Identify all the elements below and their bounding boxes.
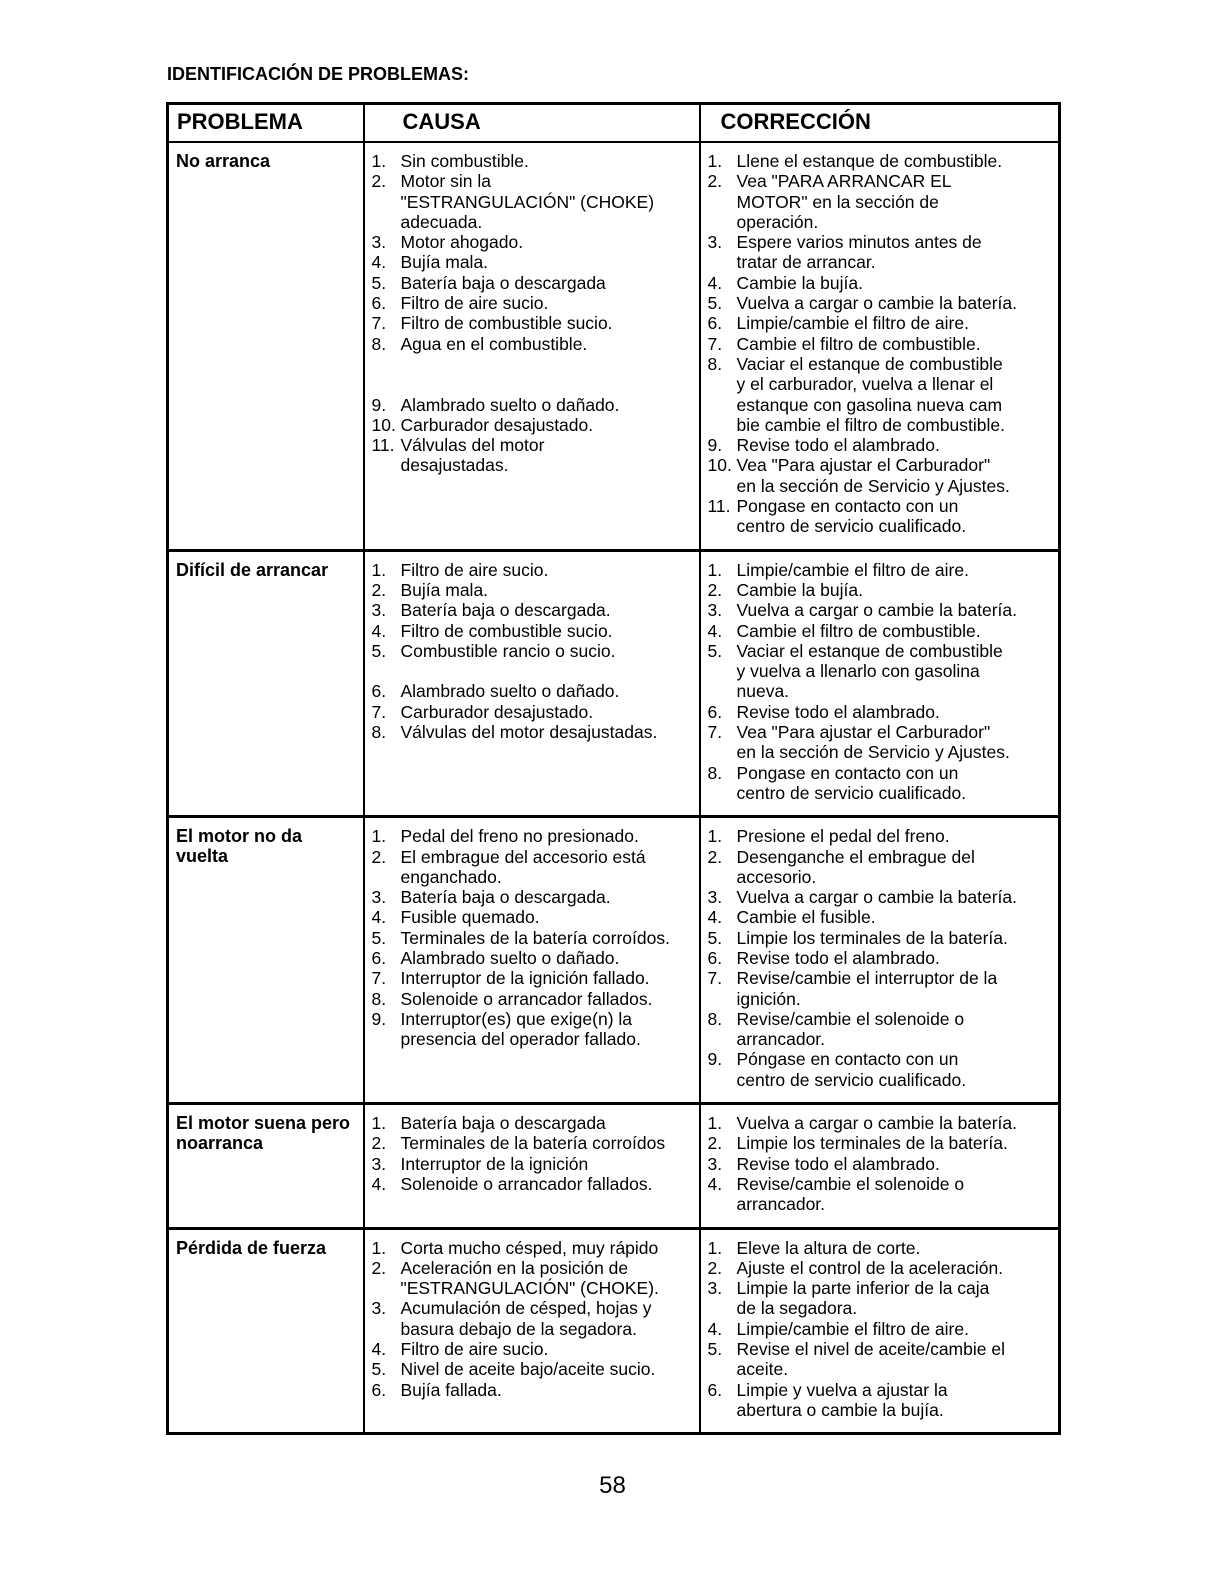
item-number: 4.: [707, 907, 723, 928]
list-item: [365, 313, 699, 333]
item-text: Llene el estanque de combustible.: [736, 151, 1003, 171]
item-text: Aceleración en la posición de "ESTRANGULACIÓN" (CHOKE).: [400, 1257, 659, 1299]
item-text: Limpie/cambie el filtro de aire.: [736, 1318, 969, 1339]
item-number: 8.: [371, 988, 387, 1009]
item-text: Bujía mala.: [400, 579, 489, 600]
cause-cell: [364, 142, 700, 550]
list-item: [701, 621, 1059, 641]
item-text: Vaciar el estanque de combustible y vuelva a llenarlo con gasolina nueva.: [736, 640, 1003, 702]
item-number: 8.: [371, 722, 387, 743]
list-item: [365, 702, 699, 722]
item-number: 1.: [371, 151, 387, 171]
troubleshooting-table: [166, 102, 1061, 1435]
cause-cell: [364, 817, 700, 1104]
item-number: 6.: [707, 947, 723, 968]
problem-cell: Difícil de arrancar: [168, 550, 364, 817]
cause-list: [365, 1230, 699, 1412]
item-number: 3.: [371, 232, 387, 253]
item-text: Terminales de la batería corroídos.: [400, 927, 670, 948]
item-text: Carburador desajustado.: [400, 414, 594, 435]
list-item: [701, 293, 1059, 313]
item-text: Desenganche el embrague del accesorio.: [736, 846, 975, 887]
list-item: [701, 600, 1059, 620]
list-item: [365, 395, 699, 415]
item-number: 5.: [707, 1339, 723, 1360]
cause-list: [365, 1105, 699, 1206]
list-item: [701, 907, 1059, 927]
item-number: 3.: [707, 1278, 723, 1299]
page-heading: IDENTIFICACIÓN DE PROBLEMAS:: [167, 64, 470, 84]
item-text: Pongase en contacto con un centro de servicio cualificado.: [736, 762, 967, 803]
correction-list: [701, 143, 1059, 549]
item-number: 8.: [707, 353, 723, 374]
item-number: 7.: [371, 701, 387, 722]
table-header-row: [168, 104, 1060, 143]
item-number: 4.: [707, 1318, 723, 1339]
table-row: [168, 817, 1060, 1104]
item-text: Válvulas del motor desajustadas.: [400, 435, 545, 476]
list-item: [365, 722, 699, 742]
item-text: Limpie/cambie el filtro de aire.: [736, 313, 969, 334]
item-text: Filtro de aire sucio.: [400, 559, 549, 580]
item-text: Nivel de aceite bajo/aceite sucio.: [400, 1359, 656, 1380]
list-item: [365, 1380, 699, 1400]
list-item: [365, 641, 699, 682]
item-number: 1.: [371, 826, 387, 847]
list-item: [701, 354, 1059, 435]
item-number: 4.: [371, 1339, 387, 1360]
item-number: 8.: [707, 762, 723, 783]
cause-cell: [364, 1228, 700, 1434]
list-item: [365, 600, 699, 620]
list-item: [701, 722, 1059, 763]
list-item: [701, 560, 1059, 580]
item-text: Filtro de aire sucio.: [400, 1339, 549, 1360]
item-number: 2.: [371, 846, 387, 867]
item-number: 1.: [707, 151, 723, 171]
item-text: Motor ahogado.: [400, 232, 524, 253]
table-row: [168, 142, 1060, 550]
list-item: [365, 273, 699, 293]
list-item: [701, 273, 1059, 293]
item-text: Vea "Para ajustar el Carburador" en la sección de Servicio y Ajustes.: [736, 455, 1010, 496]
item-text: Revise todo el alambrado.: [736, 1153, 940, 1174]
item-number: 5.: [371, 272, 387, 293]
list-item: [365, 968, 699, 988]
list-item: [365, 1133, 699, 1153]
list-item: [701, 1049, 1059, 1090]
list-item: [701, 763, 1059, 804]
page-number: 58: [599, 1472, 626, 1499]
correction-list: [701, 1230, 1059, 1433]
item-text: Alambrado suelto o dañado.: [400, 947, 620, 968]
item-number: 2.: [707, 1257, 723, 1278]
list-item: [365, 1359, 699, 1379]
item-number: 2.: [707, 171, 723, 192]
item-number: 11.: [707, 496, 731, 517]
table-row: [168, 1104, 1060, 1228]
list-item: [701, 847, 1059, 888]
item-number: 4.: [371, 1173, 387, 1194]
item-number: 4.: [371, 907, 387, 928]
list-item: [365, 415, 699, 435]
item-number: 1.: [707, 1113, 723, 1134]
list-item: [365, 1238, 699, 1258]
item-number: 9.: [707, 1049, 723, 1070]
item-text: Fusible quemado.: [400, 907, 540, 928]
item-text: Limpie la parte inferior de la caja de la segadora.: [736, 1278, 990, 1319]
item-text: Filtro de combustible sucio.: [400, 620, 613, 641]
item-text: Solenoide o arrancador fallados.: [400, 1173, 653, 1194]
item-number: 2.: [707, 579, 723, 600]
list-item: [365, 560, 699, 580]
item-number: 9.: [707, 435, 723, 456]
column-header-cause: CAUSA: [364, 104, 700, 143]
list-item: [701, 1380, 1059, 1421]
item-text: Limpie y vuelva a ajustar la abertura o cambie la bujía.: [736, 1379, 948, 1420]
item-text: Pedal del freno no presionado.: [400, 826, 639, 847]
item-text: Pongase en contacto con un centro de servicio cualificado.: [736, 496, 967, 537]
table-row: [168, 550, 1060, 817]
list-item: [701, 455, 1059, 496]
item-text: Vaciar el estanque de combustible y el carburador, vuelva a llenar el estanque con gasolina nueva cam bie cambie el filtro de combustible.: [736, 353, 1005, 435]
list-item: [701, 1009, 1059, 1050]
item-text: Cambie el fusible.: [736, 907, 876, 928]
item-text: El embrague del accesorio está enganchado.: [400, 846, 646, 887]
item-number: 6.: [707, 701, 723, 722]
item-number: 2.: [371, 1133, 387, 1154]
item-number: 7.: [371, 968, 387, 989]
cause-cell: [364, 550, 700, 817]
list-item: [365, 334, 699, 395]
item-text: Cambie el filtro de combustible.: [736, 333, 981, 354]
list-item: [701, 334, 1059, 354]
list-item: [365, 1258, 699, 1299]
item-number: 3.: [371, 600, 387, 621]
item-text: Vea "Para ajustar el Carburador" en la sección de Servicio y Ajustes.: [736, 722, 1010, 763]
list-item: [701, 496, 1059, 537]
list-item: [365, 887, 699, 907]
list-item: [701, 928, 1059, 948]
item-text: Revise/cambie el interruptor de la ignición.: [736, 968, 998, 1009]
list-item: [365, 826, 699, 846]
item-text: Corta mucho césped, muy rápido: [400, 1237, 659, 1258]
column-header-problem: PROBLEMA: [168, 104, 364, 143]
correction-list: [701, 1105, 1059, 1226]
item-number: 11.: [371, 435, 395, 456]
item-number: 1.: [707, 559, 723, 580]
item-text: Combustible rancio o sucio.: [400, 640, 616, 661]
item-number: 7.: [371, 313, 387, 334]
item-text: Bujía mala.: [400, 252, 489, 273]
item-text: Ajuste el control de la aceleración.: [736, 1257, 1004, 1278]
item-text: Revise todo el alambrado.: [736, 435, 940, 456]
list-item: [701, 1339, 1059, 1380]
item-number: 6.: [371, 947, 387, 968]
item-number: 3.: [707, 600, 723, 621]
item-text: Batería baja o descargada: [400, 272, 606, 293]
list-item: [365, 293, 699, 313]
list-item: [365, 580, 699, 600]
item-text: Vuelva a cargar o cambie la batería.: [736, 600, 1017, 621]
item-text: Vuelva a cargar o cambie la batería.: [736, 887, 1017, 908]
list-item: [701, 171, 1059, 232]
item-text: Agua en el combustible.: [400, 333, 588, 354]
item-text: Póngase en contacto con un centro de servicio cualificado.: [736, 1049, 967, 1090]
item-number: 3.: [371, 887, 387, 908]
item-text: Interruptor(es) que exige(n) la presencia del operador fallado.: [400, 1008, 641, 1050]
list-item: [365, 681, 699, 701]
item-text: Filtro de aire sucio.: [400, 293, 549, 314]
item-number: 6.: [371, 1379, 387, 1400]
list-item: [701, 1113, 1059, 1133]
problem-cell: Pérdida de fuerza: [168, 1228, 364, 1434]
correction-list: [701, 552, 1059, 816]
item-text: Revise el nivel de aceite/cambie el aceite.: [736, 1339, 1005, 1380]
item-number: 1.: [707, 826, 723, 847]
problem-cell: El motor no da vuelta: [168, 817, 364, 1104]
list-item: [701, 702, 1059, 722]
cause-list: [365, 552, 699, 755]
list-item: [701, 580, 1059, 600]
list-item: [701, 232, 1059, 273]
item-number: 6.: [371, 681, 387, 702]
correction-cell: [700, 1104, 1060, 1228]
item-text: Terminales de la batería corroídos: [400, 1133, 666, 1154]
item-number: 4.: [371, 252, 387, 273]
item-text: Bujía fallada.: [400, 1379, 502, 1400]
correction-cell: [700, 550, 1060, 817]
list-item: [365, 1113, 699, 1133]
item-text: Eleve la altura de corte.: [736, 1237, 921, 1258]
item-number: 1.: [371, 1113, 387, 1134]
list-item: [701, 1278, 1059, 1319]
problem-cell: No arranca: [168, 142, 364, 550]
list-item: [365, 847, 699, 888]
item-text: Vuelva a cargar o cambie la batería.: [736, 1113, 1017, 1134]
item-number: 5.: [707, 927, 723, 948]
item-text: Carburador desajustado.: [400, 701, 594, 722]
list-item: [701, 1133, 1059, 1153]
list-item: [365, 1174, 699, 1194]
item-text: Presione el pedal del freno.: [736, 826, 950, 847]
item-number: 2.: [371, 579, 387, 600]
item-number: 9.: [371, 1008, 387, 1029]
item-text: Limpie los terminales de la batería.: [736, 927, 1008, 948]
item-text: Interruptor de la ignición fallado.: [400, 968, 650, 989]
correction-cell: [700, 817, 1060, 1104]
item-number: 4.: [371, 620, 387, 641]
item-text: Limpie los terminales de la batería.: [736, 1133, 1008, 1154]
cause-list: [365, 818, 699, 1061]
item-text: Vea "PARA ARRANCAR EL MOTOR" en la sección de operación.: [736, 171, 952, 232]
item-number: 2.: [371, 1257, 387, 1278]
list-item: [701, 641, 1059, 702]
list-item: [701, 1238, 1059, 1258]
item-text: Cambie la bujía.: [736, 579, 863, 600]
item-text: Acumulación de césped, hojas y basura debajo de la segadora.: [400, 1298, 652, 1339]
list-item: [365, 1339, 699, 1359]
item-number: 8.: [371, 333, 387, 354]
list-item: [365, 252, 699, 272]
item-number: 2.: [707, 1133, 723, 1154]
item-number: 3.: [371, 1298, 387, 1319]
list-item: [365, 907, 699, 927]
item-number: 3.: [707, 887, 723, 908]
item-number: 6.: [707, 1379, 723, 1400]
item-text: Limpie/cambie el filtro de aire.: [736, 559, 969, 580]
list-item: [365, 621, 699, 641]
item-number: 5.: [707, 640, 723, 661]
item-number: 5.: [707, 293, 723, 314]
cause-list: [365, 143, 699, 488]
item-text: Motor sin la "ESTRANGULACIÓN" (CHOKE) adecuada.: [400, 171, 655, 232]
item-number: 6.: [371, 293, 387, 314]
item-text: Cambie la bujía.: [736, 272, 863, 293]
item-number: 6.: [707, 313, 723, 334]
item-text: Cambie el filtro de combustible.: [736, 620, 981, 641]
item-text: Revise/cambie el solenoide o arrancador.: [736, 1008, 965, 1050]
list-item: [701, 1258, 1059, 1278]
item-number: 2.: [371, 171, 387, 192]
list-item: [365, 435, 699, 476]
item-text: Revise todo el alambrado.: [736, 701, 940, 722]
item-text: Batería baja o descargada: [400, 1113, 606, 1134]
item-text: Alambrado suelto o dañado.: [400, 681, 620, 702]
item-text: Batería baja o descargada.: [400, 600, 611, 621]
item-number: 3.: [707, 232, 723, 253]
list-item: [365, 232, 699, 252]
list-item: [365, 1154, 699, 1174]
list-item: [365, 151, 699, 171]
list-item: [701, 1174, 1059, 1215]
item-number: 1.: [371, 1237, 387, 1258]
item-number: 7.: [707, 333, 723, 354]
item-number: 4.: [707, 620, 723, 641]
correction-list: [701, 818, 1059, 1102]
list-item: [701, 1319, 1059, 1339]
item-number: 10.: [707, 455, 732, 476]
cause-cell: [364, 1104, 700, 1228]
item-text: Revise/cambie el solenoide o arrancador.: [736, 1173, 965, 1215]
item-text: Revise todo el alambrado.: [736, 947, 940, 968]
list-item: [701, 1154, 1059, 1174]
item-number: 8.: [707, 1008, 723, 1029]
correction-cell: [700, 1228, 1060, 1434]
item-text: Filtro de combustible sucio.: [400, 313, 613, 334]
item-number: 7.: [707, 722, 723, 743]
item-number: 5.: [371, 927, 387, 948]
item-text: Sin combustible.: [400, 151, 529, 171]
list-item: [701, 313, 1059, 333]
column-header-correction: CORRECCIÓN: [700, 104, 1060, 143]
item-text: Interruptor de la ignición: [400, 1153, 589, 1174]
list-item: [365, 989, 699, 1009]
item-number: 3.: [371, 1153, 387, 1174]
list-item: [701, 948, 1059, 968]
correction-cell: [700, 142, 1060, 550]
problem-cell: El motor suena pero noarranca: [168, 1104, 364, 1228]
item-number: 7.: [707, 968, 723, 989]
item-number: 9.: [371, 394, 387, 415]
item-number: 4.: [707, 1173, 723, 1194]
item-number: 10.: [371, 414, 396, 435]
item-number: 5.: [371, 1359, 387, 1380]
list-item: [701, 826, 1059, 846]
item-text: Espere varios minutos antes de tratar de arrancar.: [736, 232, 982, 273]
item-number: 1.: [371, 559, 387, 580]
item-text: Solenoide o arrancador fallados.: [400, 988, 653, 1009]
item-text: Batería baja o descargada.: [400, 887, 611, 908]
item-number: 3.: [707, 1153, 723, 1174]
list-item: [701, 435, 1059, 455]
list-item: [365, 1009, 699, 1050]
list-item: [701, 151, 1059, 171]
item-number: 4.: [707, 272, 723, 293]
item-text: Válvulas del motor desajustadas.: [400, 722, 658, 743]
item-text: Alambrado suelto o dañado.: [400, 394, 620, 415]
list-item: [365, 948, 699, 968]
item-number: 1.: [707, 1237, 723, 1258]
list-item: [365, 928, 699, 948]
item-number: 2.: [707, 846, 723, 867]
list-item: [365, 1298, 699, 1339]
item-number: 5.: [371, 640, 387, 661]
table-row: [168, 1228, 1060, 1434]
list-item: [365, 171, 699, 232]
list-item: [701, 968, 1059, 1009]
item-text: Vuelva a cargar o cambie la batería.: [736, 293, 1017, 314]
list-item: [701, 887, 1059, 907]
